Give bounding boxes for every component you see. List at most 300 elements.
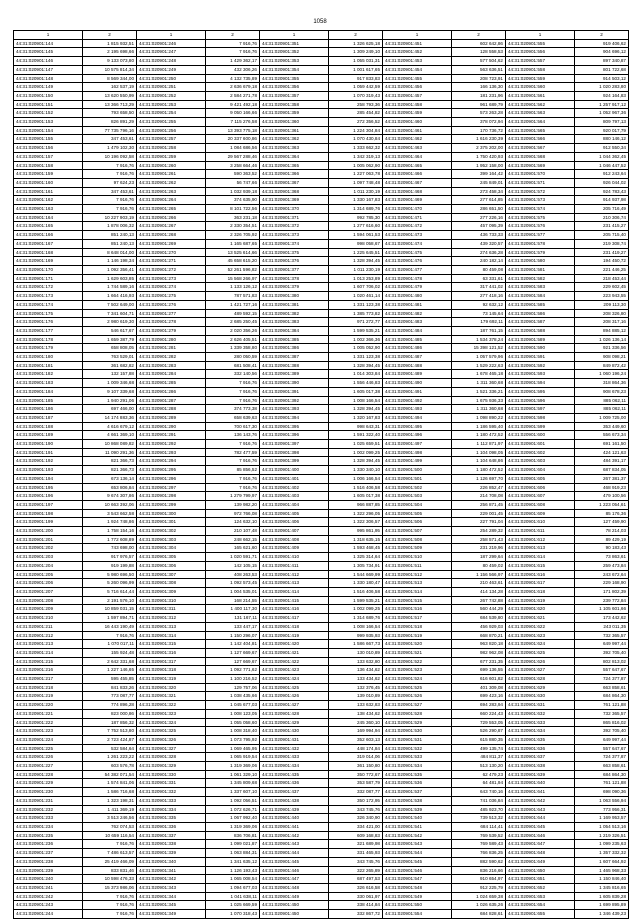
cadastral-number-cell: 44:31:020901:567 xyxy=(506,144,575,153)
cadastral-value-cell: 10 663 392,06 xyxy=(83,500,137,509)
cadastral-value-cell: 3 513 246,56 xyxy=(83,814,137,823)
cadastral-number-cell: 44:31:020901:379 xyxy=(260,283,329,292)
table-row xyxy=(14,300,629,309)
cadastral-value-cell: 773 087,77 xyxy=(83,692,137,701)
cadastral-value-cell: 285 454,82 xyxy=(329,109,383,118)
cadastral-value-cell: 173 442,62 xyxy=(575,614,629,623)
cadastral-number-cell: 44:31:020901:228 xyxy=(14,770,83,779)
cadastral-value-cell: 374 635,90 xyxy=(206,196,260,205)
cadastral-value-cell: 138 434,62 xyxy=(329,709,383,718)
cadastral-value-cell: 1 002 099,25 xyxy=(329,605,383,614)
cadastral-number-cell: 44:31:020901:437 xyxy=(260,788,329,797)
cadastral-number-cell: 44:31:020901:274 xyxy=(137,283,206,292)
cadastral-value-cell: 129 757,06 xyxy=(206,683,260,692)
cadastral-number-cell: 44:31:020901:579 xyxy=(506,248,575,257)
cadastral-value-cell: 1 180 472,52 xyxy=(452,466,506,475)
cadastral-value-cell: 401 309,08 xyxy=(452,683,506,692)
cadastral-value-cell: 1 045 677,03 xyxy=(206,701,260,710)
cadastral-number-cell: 44:31:020901:537 xyxy=(383,788,452,797)
cadastral-value-cell: 479 100,56 xyxy=(575,492,629,501)
cadastral-value-cell: 1 529 222,63 xyxy=(452,361,506,370)
cadastral-value-cell: 526 290,87 xyxy=(452,727,506,736)
cadastral-number-cell: 44:31:020901:461 xyxy=(383,126,452,135)
cadastral-value-cell: 1 607 664,92 xyxy=(575,857,629,866)
cadastral-number-cell: 44:31:020901:503 xyxy=(383,492,452,501)
cadastral-value-cell: 1 328 394,45 xyxy=(329,457,383,466)
cadastral-number-cell: 44:31:020901:202 xyxy=(14,544,83,553)
cadastral-number-cell: 44:31:020901:565 xyxy=(506,126,575,135)
cadastral-value-cell: 136 434,62 xyxy=(329,666,383,675)
cadastral-number-cell: 44:31:020901:251 xyxy=(137,83,206,92)
cadastral-number-cell: 44:31:020901:420 xyxy=(260,640,329,649)
cadastral-number-cell: 44:31:020901:446 xyxy=(260,866,329,875)
cadastral-value-cell: 995 861,95 xyxy=(329,527,383,536)
cadastral-number-cell: 44:31:020901:178 xyxy=(14,335,83,344)
cadastral-number-cell: 44:31:020901:333 xyxy=(137,796,206,805)
cadastral-value-cell: 865 816,02 xyxy=(575,718,629,727)
cadastral-value-cell: 1 556 446,83 xyxy=(329,379,383,388)
cadastral-value-cell: 1 169 953,57 xyxy=(575,814,629,823)
cadastral-value-cell: 851 240,13 xyxy=(83,231,137,240)
cadastral-number-cell: 44:31:020901:651 xyxy=(506,875,575,884)
cadastral-value-cell: 208 317,16 xyxy=(575,318,629,327)
cadastral-value-cell: 1 038 435,66 xyxy=(206,692,260,701)
cadastral-value-cell: 272 356,52 xyxy=(329,118,383,127)
page-number: 1058 xyxy=(313,19,327,25)
cadastral-value-cell: 414 134,28 xyxy=(452,588,506,597)
cadastral-value-cell: 243 011,35 xyxy=(575,622,629,631)
cadastral-value-cell: 73 145,64 xyxy=(452,309,506,318)
cadastral-value-cell: 54 382 071,54 xyxy=(83,770,137,779)
cadastral-number-cell: 44:31:020901:219 xyxy=(14,692,83,701)
cadastral-number-cell: 44:31:020901:497 xyxy=(383,440,452,449)
cadastral-number-cell: 44:31:020901:512 xyxy=(383,570,452,579)
cadastral-number-cell: 44:31:020901:465 xyxy=(383,161,452,170)
cadastral-value-cell: 5 980 696,50 xyxy=(83,570,137,579)
cadastral-value-cell: 560 444,29 xyxy=(452,605,506,614)
cadastral-value-cell: 457 095,39 xyxy=(452,222,506,231)
cadastral-number-cell: 44:31:020901:265 xyxy=(137,205,206,214)
cadastral-number-cell: 44:31:020901:438 xyxy=(260,796,329,805)
cadastral-number-cell: 44:31:020901:563 xyxy=(506,109,575,118)
cadastral-number-cell: 44:31:020901:287 xyxy=(137,396,206,405)
cadastral-value-cell: 139 982,20 xyxy=(206,500,260,509)
cadastral-number-cell: 44:31:020901:528 xyxy=(383,709,452,718)
cadastral-number-cell: 44:31:020901:239 xyxy=(14,866,83,875)
cadastral-value-cell: 209 113,30 xyxy=(575,300,629,309)
cadastral-number-cell: 44:31:020901:320 xyxy=(137,683,206,692)
cadastral-number-cell: 44:31:020901:504 xyxy=(383,500,452,509)
cadastral-value-cell: 7 341 604,71 xyxy=(83,309,137,318)
cadastral-value-cell: 133 447,17 xyxy=(206,622,260,631)
cadastral-number-cell: 44:31:020901:519 xyxy=(383,631,452,640)
table-row xyxy=(14,727,629,736)
cadastral-number-cell: 44:31:020901:224 xyxy=(14,735,83,744)
cadastral-number-cell: 44:31:020901:632 xyxy=(506,709,575,718)
table-row xyxy=(14,683,629,692)
cadastral-value-cell: 1 223 054,61 xyxy=(575,500,629,509)
cadastral-number-cell: 44:31:020901:341 xyxy=(137,866,206,875)
cadastral-value-cell: 1 060 196,24 xyxy=(575,370,629,379)
cadastral-value-cell: 1 699 895,89 xyxy=(575,901,629,910)
cadastral-value-cell: 841 833,26 xyxy=(83,683,137,692)
cadastral-number-cell: 44:31:020901:425 xyxy=(260,683,329,692)
cadastral-number-cell: 44:31:020901:327 xyxy=(137,744,206,753)
cadastral-value-cell: 20 337 600,86 xyxy=(206,135,260,144)
cadastral-number-cell: 44:31:020901:398 xyxy=(260,448,329,457)
cadastral-number-cell: 44:31:020901:610 xyxy=(506,518,575,527)
cadastral-value-cell: 616 601,82 xyxy=(452,675,506,684)
cadastral-number-cell: 44:31:020901:376 xyxy=(260,257,329,266)
cadastral-value-cell: 77 735 796,16 xyxy=(83,126,137,135)
cadastral-value-cell: 802 813,02 xyxy=(575,657,629,666)
cadastral-value-cell: 821 366,73 xyxy=(83,457,137,466)
cadastral-number-cell: 44:31:020901:548 xyxy=(383,883,452,892)
cadastral-value-cell: 267 742,88 xyxy=(452,596,506,605)
cadastral-value-cell: 1 616 230,39 xyxy=(452,135,506,144)
cadastral-value-cell: 162 537,19 xyxy=(83,83,137,92)
cadastral-number-cell: 44:31:020901:451 xyxy=(383,39,452,48)
cadastral-number-cell: 44:31:020901:582 xyxy=(506,274,575,283)
table-row xyxy=(14,265,629,274)
cadastral-value-cell: 1 008 123,05 xyxy=(206,709,260,718)
cadastral-number-cell: 44:31:020901:244 xyxy=(14,910,83,919)
cadastral-number-cell: 44:31:020901:280 xyxy=(137,335,206,344)
cadastral-value-cell: 319 014,06 xyxy=(329,753,383,762)
cadastral-number-cell: 44:31:020901:647 xyxy=(506,840,575,849)
cadastral-number-cell: 44:31:020901:492 xyxy=(383,396,452,405)
cadastral-value-cell: 347 453,61 xyxy=(83,135,137,144)
cadastral-number-cell: 44:31:020901:601 xyxy=(506,440,575,449)
cadastral-value-cell: 258 571,43 xyxy=(452,535,506,544)
table-row xyxy=(14,657,629,666)
cadastral-number-cell: 44:31:020901:233 xyxy=(14,814,83,823)
cadastral-value-cell: 1 227 063,78 xyxy=(329,170,383,179)
cadastral-number-cell: 44:31:020901:482 xyxy=(383,309,452,318)
cadastral-value-cell: 851 240,13 xyxy=(83,239,137,248)
cadastral-value-cell: 85 176,36 xyxy=(575,509,629,518)
cadastral-number-cell: 44:31:020901:227 xyxy=(14,762,83,771)
cadastral-value-cell: 556 673,34 xyxy=(575,431,629,440)
cadastral-number-cell: 44:31:020901:404 xyxy=(260,500,329,509)
cadastral-number-cell: 44:31:020901:321 xyxy=(137,692,206,701)
cadastral-number-cell: 44:31:020901:622 xyxy=(506,622,575,631)
cadastral-value-cell: 766 836,25 xyxy=(452,849,506,858)
cadastral-value-cell: 131 167,11 xyxy=(206,614,260,623)
cadastral-number-cell: 44:31:020901:557 xyxy=(506,57,575,66)
cadastral-value-cell: 436 733,33 xyxy=(452,231,506,240)
cadastral-value-cell: 691 161,50 xyxy=(575,440,629,449)
cadastral-number-cell: 44:31:020901:270 xyxy=(137,248,206,257)
cadastral-number-cell: 44:31:020901:511 xyxy=(383,561,452,570)
cadastral-number-cell: 44:31:020901:177 xyxy=(14,326,83,335)
cadastral-value-cell: 229 168,90 xyxy=(575,579,629,588)
cadastral-number-cell: 44:31:020901:625 xyxy=(506,648,575,657)
cadastral-number-cell: 44:31:020901:190 xyxy=(14,440,83,449)
cadastral-number-cell: 44:31:020901:314 xyxy=(137,631,206,640)
cadastral-number-cell: 44:31:020901:385 xyxy=(260,335,329,344)
cadastral-value-cell: 2 723 424,87 xyxy=(83,735,137,744)
cadastral-value-cell: 1 591 322,40 xyxy=(329,431,383,440)
cadastral-number-cell: 44:31:020901:299 xyxy=(137,500,206,509)
cadastral-value-cell: 231 415,27 xyxy=(575,222,629,231)
cadastral-number-cell: 44:31:020901:209 xyxy=(14,605,83,614)
cadastral-value-cell: 350 172,95 xyxy=(329,796,383,805)
cadastral-number-cell: 44:31:020901:279 xyxy=(137,326,206,335)
cadastral-number-cell: 44:31:020901:432 xyxy=(260,744,329,753)
cadastral-number-cell: 44:31:020901:510 xyxy=(383,553,452,562)
cadastral-number-cell: 44:31:020901:151 xyxy=(14,100,83,109)
cadastral-value-cell: 343 745,76 xyxy=(329,805,383,814)
cadastral-value-cell: 448 174,84 xyxy=(329,744,383,753)
cadastral-number-cell: 44:31:020901:545 xyxy=(383,857,452,866)
table-row xyxy=(14,709,629,718)
cadastral-number-cell: 44:31:020901:457 xyxy=(383,91,452,100)
cadastral-number-cell: 44:31:020901:584 xyxy=(506,292,575,301)
cadastral-value-cell: 1 323 198,31 xyxy=(83,796,137,805)
table-row xyxy=(14,561,629,570)
cadastral-value-cell: 187 299,64 xyxy=(452,553,506,562)
cadastral-number-cell: 44:31:020901:291 xyxy=(137,431,206,440)
cadastral-number-cell: 44:31:020901:606 xyxy=(506,483,575,492)
cadastral-value-cell: 573 263,28 xyxy=(452,109,506,118)
cadastral-value-cell: 1 009 346,68 xyxy=(83,379,137,388)
cadastral-number-cell: 44:31:020901:167 xyxy=(14,239,83,248)
cadastral-number-cell: 44:31:020901:253 xyxy=(137,100,206,109)
cadastral-value-cell: 130 010,89 xyxy=(329,648,383,657)
cadastral-value-cell: 318 864,36 xyxy=(575,379,629,388)
cadastral-value-cell: 7 916,76 xyxy=(83,196,137,205)
table-row xyxy=(14,588,629,597)
cadastral-value-cell: 732 365,57 xyxy=(575,709,629,718)
cadastral-value-cell: 1 032 939,18 xyxy=(206,187,260,196)
cadastral-value-cell: 127 669,67 xyxy=(206,657,260,666)
table-row xyxy=(14,857,629,866)
cadastral-value-cell: 10 227 903,19 xyxy=(83,213,137,222)
table-row xyxy=(14,292,629,301)
cadastral-number-cell: 44:31:020901:630 xyxy=(506,692,575,701)
cadastral-value-cell: 133 632,80 xyxy=(329,657,383,666)
cadastral-number-cell: 44:31:020901:389 xyxy=(260,370,329,379)
table-row xyxy=(14,744,629,753)
cadastral-value-cell: 1 320 167,83 xyxy=(329,413,383,422)
cadastral-number-cell: 44:31:020901:560 xyxy=(506,83,575,92)
cadastral-number-cell: 44:31:020901:478 xyxy=(383,274,452,283)
cadastral-number-cell: 44:31:020901:363 xyxy=(260,144,329,153)
cadastral-value-cell: 1 305 734,91 xyxy=(329,561,383,570)
cadastral-value-cell: 1 006 166,54 xyxy=(329,474,383,483)
cadastral-value-cell: 1 924 748,86 xyxy=(83,518,137,527)
cadastral-number-cell: 44:31:020901:370 xyxy=(260,205,329,214)
cadastral-value-cell: 1 065 919,54 xyxy=(206,753,260,762)
cadastral-number-cell: 44:31:020901:391 xyxy=(260,387,329,396)
cadastral-number-cell: 44:31:020901:611 xyxy=(506,527,575,536)
cadastral-number-cell: 44:31:020901:169 xyxy=(14,257,83,266)
cadastral-value-cell: 1 330 167,83 xyxy=(329,196,383,205)
cadastral-number-cell: 44:31:020901:149 xyxy=(14,83,83,92)
cadastral-value-cell: 10 859 031,15 xyxy=(83,605,137,614)
cadastral-value-cell: 1 084 686,56 xyxy=(206,144,260,153)
cadastral-value-cell: 663 858,61 xyxy=(575,683,629,692)
cadastral-value-cell: 277 226,16 xyxy=(452,213,506,222)
table-row xyxy=(14,901,629,910)
cadastral-value-cell: 649 997,44 xyxy=(575,640,629,649)
table-row xyxy=(14,205,629,214)
column-header-cadastral-number: 1 xyxy=(506,31,575,40)
cadastral-number-cell: 44:31:020901:483 xyxy=(383,318,452,327)
cadastral-number-cell: 44:31:020901:193 xyxy=(14,466,83,475)
cadastral-number-cell: 44:31:020901:578 xyxy=(506,239,575,248)
cadastral-number-cell: 44:31:020901:367 xyxy=(260,178,329,187)
cadastral-value-cell: 259 473,84 xyxy=(575,561,629,570)
cadastral-number-cell: 44:31:020901:474 xyxy=(383,239,452,248)
cadastral-value-cell: 133 632,83 xyxy=(329,701,383,710)
cadastral-number-cell: 44:31:020901:277 xyxy=(137,309,206,318)
cadastral-number-cell: 44:31:020901:331 xyxy=(137,779,206,788)
cadastral-value-cell: 219 308,74 xyxy=(575,239,629,248)
cadastral-value-cell: 557 647,67 xyxy=(575,666,629,675)
cadastral-value-cell: 361 150,80 xyxy=(329,762,383,771)
cadastral-value-cell: 914 937,98 xyxy=(575,196,629,205)
table-row xyxy=(14,666,629,675)
cadastral-number-cell: 44:31:020901:223 xyxy=(14,727,83,736)
cadastral-value-cell: 1 346 439,23 xyxy=(575,910,629,919)
table-row xyxy=(14,466,629,475)
cadastral-value-cell: 2 191 576,10 xyxy=(83,596,137,605)
cadastral-value-cell: 698 090,36 xyxy=(575,788,629,797)
table-row xyxy=(14,648,629,657)
cadastral-value-cell: 45 658 615,20 xyxy=(206,257,260,266)
cadastral-value-cell: 273 458,34 xyxy=(452,187,506,196)
cadastral-value-cell: 1 065 008,54 xyxy=(206,875,260,884)
cadastral-number-cell: 44:31:020901:521 xyxy=(383,648,452,657)
cadastral-number-cell: 44:31:020901:231 xyxy=(14,796,83,805)
cadastral-value-cell: 13 620 550,99 xyxy=(83,91,137,100)
cadastral-number-cell: 44:31:020901:303 xyxy=(137,535,206,544)
cadastral-value-cell: 1 020 461,14 xyxy=(329,292,383,301)
cadastral-number-cell: 44:31:020901:197 xyxy=(14,500,83,509)
cadastral-number-cell: 44:31:020901:286 xyxy=(137,387,206,396)
cadastral-value-cell: 2 020 356,26 xyxy=(206,326,260,335)
cadastral-value-cell: 2 636 679,18 xyxy=(206,83,260,92)
table-row xyxy=(14,910,629,919)
cadastral-value-cell: 1 629 603,85 xyxy=(83,274,137,283)
cadastral-number-cell: 44:31:020901:208 xyxy=(14,596,83,605)
cadastral-number-cell: 44:31:020901:417 xyxy=(260,614,329,623)
cadastral-value-table xyxy=(13,30,629,919)
cadastral-value-cell: 338 414,84 xyxy=(329,901,383,910)
cadastral-number-cell: 44:31:020901:542 xyxy=(383,831,452,840)
cadastral-number-cell: 44:31:020901:530 xyxy=(383,727,452,736)
cadastral-value-cell: 92 632,12 xyxy=(452,300,506,309)
cadastral-number-cell: 44:31:020901:633 xyxy=(506,718,575,727)
cadastral-number-cell: 44:31:020901:206 xyxy=(14,579,83,588)
cadastral-number-cell: 44:31:020901:546 xyxy=(383,866,452,875)
cadastral-value-cell: 660 224,43 xyxy=(452,709,506,718)
cadastral-number-cell: 44:31:020901:617 xyxy=(506,579,575,588)
cadastral-number-cell: 44:31:020901:608 xyxy=(506,500,575,509)
cadastral-value-cell: 1 224 304,84 xyxy=(329,126,383,135)
cadastral-number-cell: 44:31:020901:158 xyxy=(14,161,83,170)
cadastral-number-cell: 44:31:020901:269 xyxy=(137,239,206,248)
cadastral-number-cell: 44:31:020901:604 xyxy=(506,466,575,475)
cadastral-number-cell: 44:31:020901:524 xyxy=(383,675,452,684)
cadastral-value-cell: 128 558,53 xyxy=(452,48,506,57)
cadastral-value-cell: 7 502 649,00 xyxy=(83,300,137,309)
cadastral-value-cell: 1 878 006,32 xyxy=(83,222,137,231)
cadastral-number-cell: 44:31:020901:603 xyxy=(506,457,575,466)
cadastral-value-cell: 1 345 809,68 xyxy=(206,779,260,788)
cadastral-value-cell: 2 584 271,78 xyxy=(206,91,260,100)
cadastral-value-cell: 673 136,14 xyxy=(83,474,137,483)
cadastral-value-cell: 1 008 166,54 xyxy=(329,396,383,405)
cadastral-number-cell: 44:31:020901:450 xyxy=(260,901,329,910)
cadastral-value-cell: 880 146,12 xyxy=(575,135,629,144)
cadastral-number-cell: 44:31:020901:414 xyxy=(260,588,329,597)
cadastral-number-cell: 44:31:020901:328 xyxy=(137,753,206,762)
cadastral-number-cell: 44:31:020901:168 xyxy=(14,248,83,257)
cadastral-value-cell: 214 708,08 xyxy=(452,492,506,501)
cadastral-number-cell: 44:31:020901:450 xyxy=(260,910,329,919)
cadastral-number-cell: 44:31:020901:422 xyxy=(260,657,329,666)
table-row xyxy=(14,544,629,553)
table-row xyxy=(14,518,629,527)
cadastral-value-cell: 1 059 442,59 xyxy=(329,83,383,92)
cadastral-value-cell: 1 104 098,05 xyxy=(452,448,506,457)
cadastral-number-cell: 44:31:020901:220 xyxy=(14,701,83,710)
cadastral-number-cell: 44:31:020901:361 xyxy=(260,126,329,135)
cadastral-value-cell: 229 602,45 xyxy=(575,283,629,292)
cadastral-number-cell: 44:31:020901:405 xyxy=(260,509,329,518)
cadastral-value-cell: 1 002 099,25 xyxy=(329,448,383,457)
cadastral-value-cell: 7 916,76 xyxy=(206,457,260,466)
cadastral-value-cell: 1 326 625,18 xyxy=(329,39,383,48)
cadastral-number-cell: 44:31:020901:571 xyxy=(506,178,575,187)
cadastral-value-cell: 7 916,76 xyxy=(83,901,137,910)
cadastral-value-cell: 1 067 992,40 xyxy=(206,814,260,823)
cadastral-number-cell: 44:31:020901:316 xyxy=(137,648,206,657)
cadastral-number-cell: 44:31:020901:176 xyxy=(14,318,83,327)
cadastral-number-cell: 44:31:020901:433 xyxy=(260,753,329,762)
cadastral-value-cell: 1 678 465,18 xyxy=(452,370,506,379)
cadastral-number-cell: 44:31:020901:146 xyxy=(14,57,83,66)
cadastral-value-cell: 1 070 430,84 xyxy=(329,135,383,144)
cadastral-value-cell: 321 689,98 xyxy=(329,840,383,849)
cadastral-number-cell: 44:31:020901:266 xyxy=(137,213,206,222)
cadastral-number-cell: 44:31:020901:186 xyxy=(14,405,83,414)
table-row xyxy=(14,796,629,805)
cadastral-value-cell: 1 011 230,19 xyxy=(329,265,383,274)
cadastral-number-cell: 44:31:020901:535 xyxy=(383,770,452,779)
cadastral-number-cell: 44:31:020901:642 xyxy=(506,796,575,805)
cadastral-number-cell: 44:31:020901:637 xyxy=(506,753,575,762)
cadastral-value-cell: 332 140,56 xyxy=(206,370,260,379)
cadastral-value-cell: 8 101 722,56 xyxy=(206,205,260,214)
cadastral-value-cell: 7 916,76 xyxy=(206,396,260,405)
table-row xyxy=(14,474,629,483)
cadastral-number-cell: 44:31:020901:609 xyxy=(506,509,575,518)
cadastral-number-cell: 44:31:020901:226 xyxy=(14,753,83,762)
cadastral-number-cell: 44:31:020901:258 xyxy=(137,144,206,153)
cadastral-number-cell: 44:31:020901:529 xyxy=(383,718,452,727)
table-row xyxy=(14,39,629,48)
cadastral-number-cell: 44:31:020901:298 xyxy=(137,492,206,501)
cadastral-value-cell: 332 867,72 xyxy=(329,910,383,919)
cadastral-number-cell: 44:31:020901:185 xyxy=(14,396,83,405)
cadastral-value-cell: 7 916,76 xyxy=(83,631,137,640)
cadastral-value-cell: 10 659 116,54 xyxy=(83,831,137,840)
cadastral-number-cell: 44:31:020901:434 xyxy=(260,762,329,771)
